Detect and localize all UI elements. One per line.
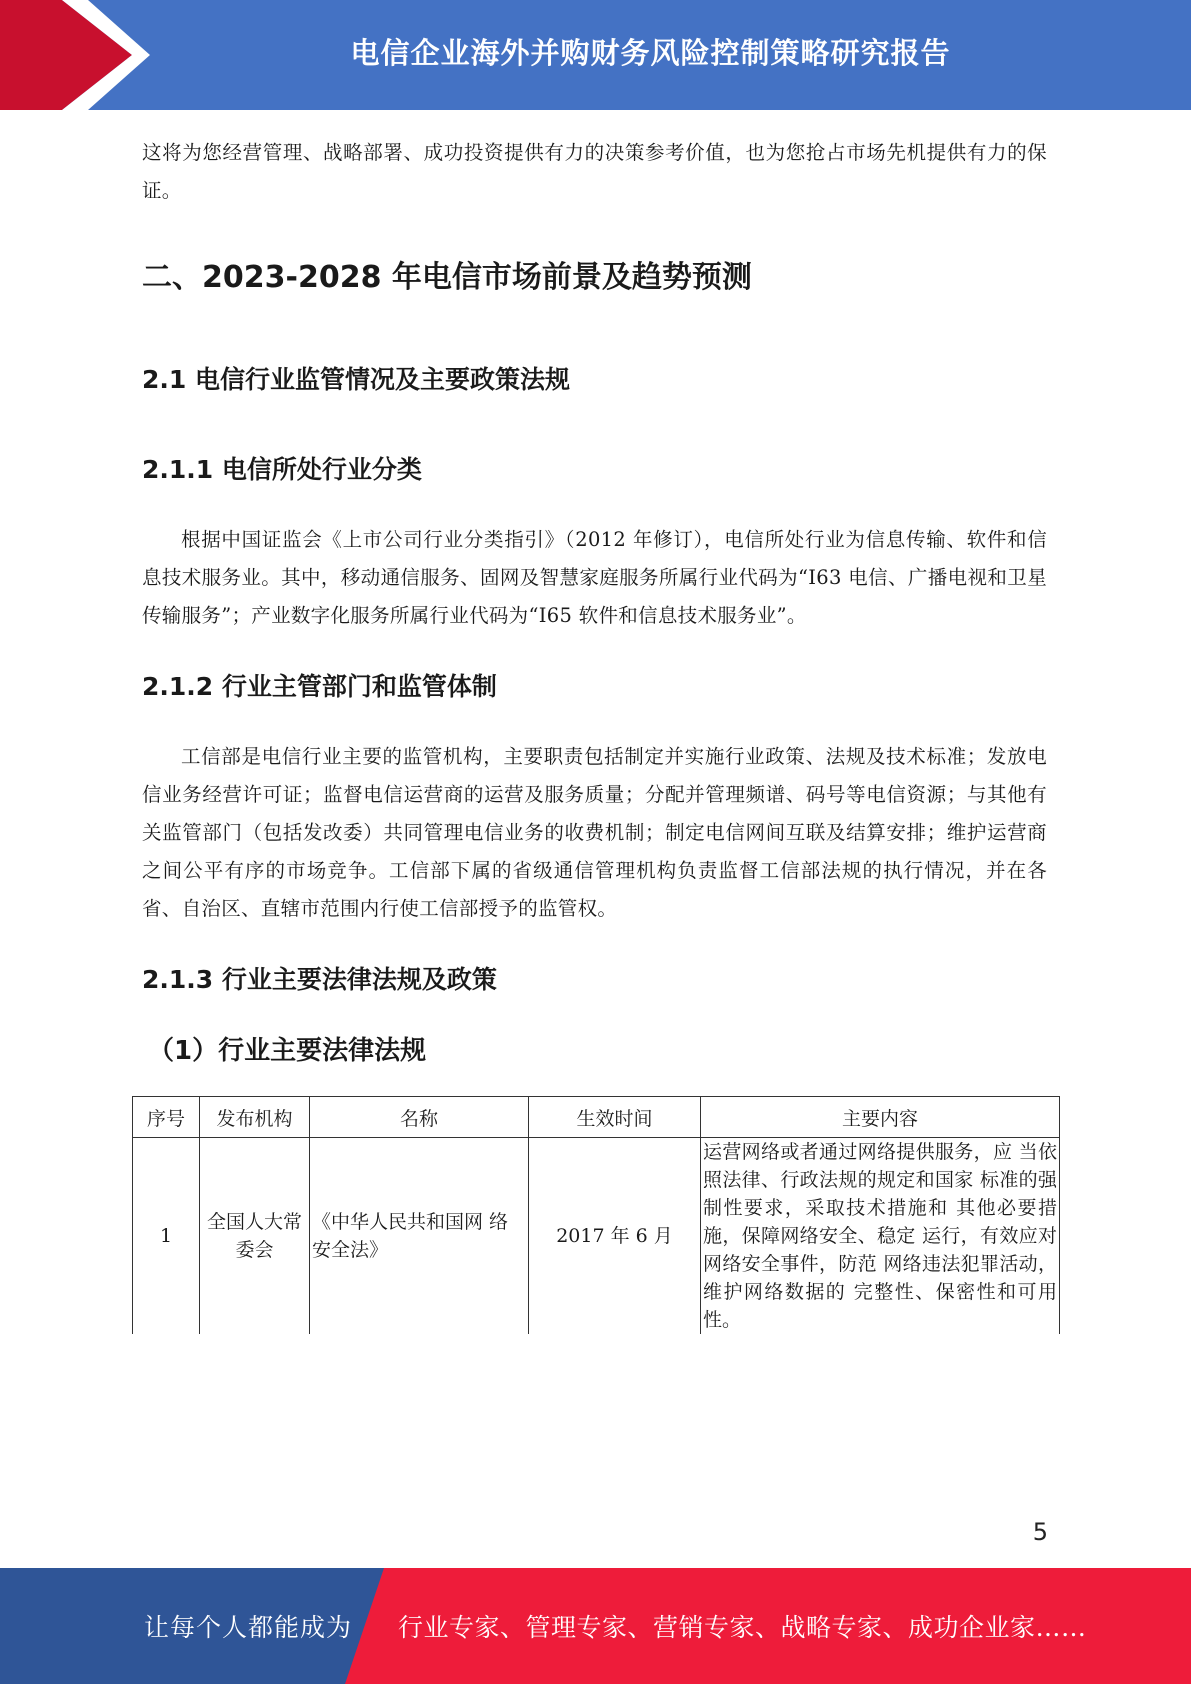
footer-slogan-left: 让每个人都能成为 — [144, 1613, 353, 1642]
paragraph-industry-classification: 根据中国证监会《上市公司行业分类指引》（2012 年修订），电信所处行业为信息传输、软件和信息技术服务业。其中，移动通信服务、固网及智慧家庭服务所属行业代码为“I63 电信、广播电视和卫星传输服务”；产业数字化服务所属行业代码为“I65 软件和信息技术服务业”。 — [142, 528, 1047, 627]
page-footer — [0, 1568, 1191, 1684]
col-header-effective: 生效时间 — [529, 1097, 701, 1138]
cell-name: 《中华人民共和国网 络安全法》 — [310, 1138, 529, 1335]
paragraph-regulatory-system: 工信部是电信行业主要的监管机构，主要职责包括制定并实施行业政策、法规及技术标准；发放电信业务经营许可证；监督电信运营商的运营及服务质量；分配并管理频谱、码号等电信资源；与其他有关监管部门（包括发改委）共同管理电信业务的收费机制；制定电信网间互联及结算安排；维护运营商之间公平有序的市场竞争。工信部下属的省级通信管理机构负责监督工信部法规的执行情况，并在各省、自治区、直辖市范围内行使工信部授予的监管权。 — [142, 745, 1047, 920]
laws-table — [132, 1096, 1060, 1334]
cell-no: 1 — [133, 1138, 200, 1335]
subsection-heading-2-1-1: 2.1.1 电信所处行业分类 — [142, 455, 422, 484]
col-header-no: 序号 — [133, 1097, 200, 1138]
page-header — [0, 0, 1191, 110]
table-row — [133, 1138, 1060, 1335]
laws-subtitle: （1）行业主要法律法规 — [148, 1036, 427, 1066]
header-arrow-decoration — [0, 0, 160, 110]
col-header-content: 主要内容 — [701, 1097, 1060, 1138]
cell-effective: 2017 年 6 月 — [529, 1138, 701, 1335]
subsection-heading-2-1-2: 2.1.2 行业主管部门和监管体制 — [142, 672, 497, 701]
col-header-issuer: 发布机构 — [200, 1097, 310, 1138]
cell-issuer: 全国人大常委会 — [200, 1138, 310, 1335]
report-title: 电信企业海外并购财务风险控制策略研究报告 — [350, 36, 951, 70]
subsection-heading-2-1: 2.1 电信行业监管情况及主要政策法规 — [142, 365, 570, 394]
cell-content: 运营网络或者通过网络提供服务，应 当依照法律、行政法规的规定和国家 标准的强制性要求，采取技术措施和 其他必要措施，保障网络安全、稳定 运行，有效应对网络安全事件，防范 网络违法犯罪活动，维护网络数据的 完整性、保密性和可用性。 — [701, 1138, 1060, 1335]
page-number: 5 — [1032, 1518, 1048, 1546]
col-header-name: 名称 — [310, 1097, 529, 1138]
table-header-row — [133, 1097, 1060, 1138]
subsection-heading-2-1-3: 2.1.3 行业主要法律法规及政策 — [142, 965, 497, 994]
section-heading: 二、2023-2028 年电信市场前景及趋势预测 — [142, 260, 752, 295]
intro-paragraph: 这将为您经营管理、战略部署、成功投资提供有力的决策参考价值，也为您抢占市场先机提供有力的保证。 — [142, 141, 1047, 202]
footer-slogan-right: 行业专家、管理专家、营销专家、战略专家、成功企业家…… — [398, 1613, 1087, 1642]
